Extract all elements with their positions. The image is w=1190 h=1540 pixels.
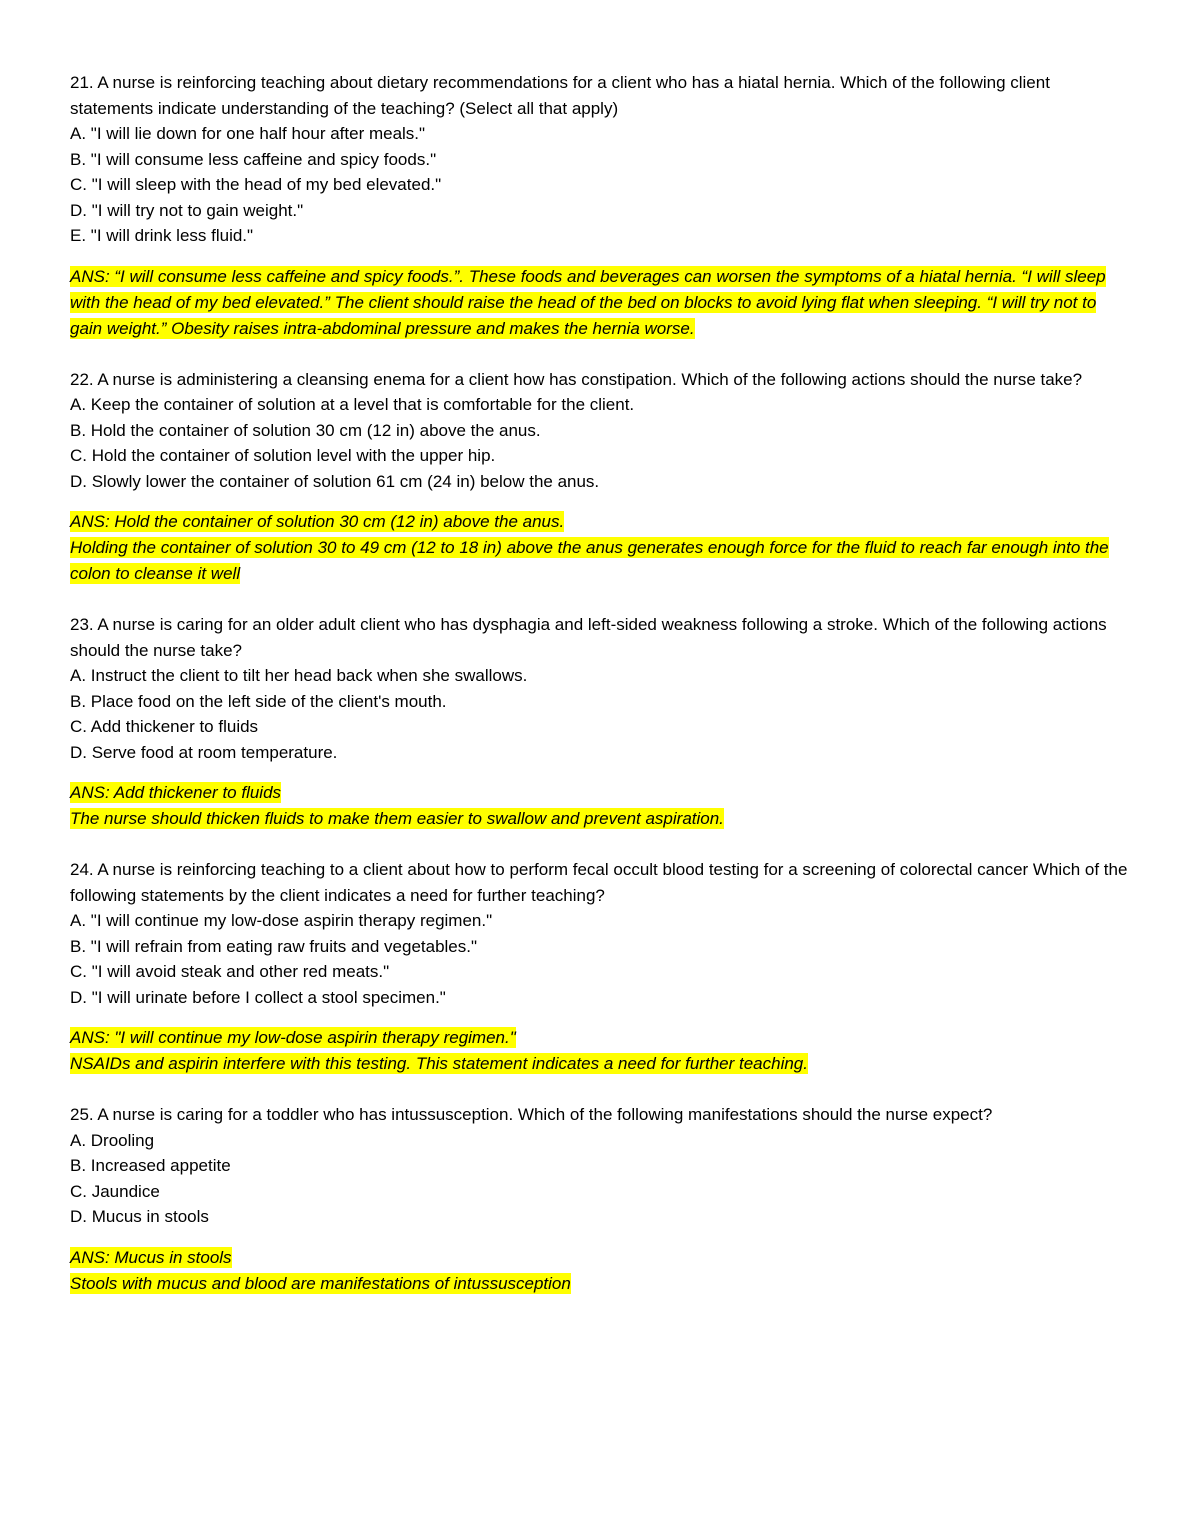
answer-key: ANS: "I will continue my low-dose aspirin therapy regimen." xyxy=(70,1028,516,1047)
answer-key: ANS: Add thickener to fluids xyxy=(70,783,282,802)
answer-explanation: Holding the container of solution 30 to 49 cm (12 to 18 in) above the anus generates enough force for the fluid to reach far enough into the colon to cleanse it well xyxy=(70,538,1109,583)
question-24 xyxy=(70,857,1130,1077)
question-25 xyxy=(70,1102,1130,1297)
answer-option-a: A. Drooling xyxy=(70,1130,155,1150)
answer-block xyxy=(70,1245,1130,1297)
answer-block xyxy=(70,1025,1130,1077)
answer-option-a: A. Instruct the client to tilt her head back when she swallows. xyxy=(70,666,528,685)
question-stem: 23. A nurse is caring for an older adult client who has dysphagia and left-sided weakness following a stroke. Which of the following actions should the nurse take? xyxy=(70,615,1107,660)
answer-explanation: The nurse should thicken fluids to make them easier to swallow and prevent aspiration. xyxy=(70,809,724,828)
answer-option-a: A. Keep the container of solution at a level that is comfortable for the client. xyxy=(70,395,635,414)
answer-option-e: E. "I will drink less fluid." xyxy=(70,226,254,245)
answer-option-b: B. "I will refrain from eating raw fruits and vegetables." xyxy=(70,936,478,956)
question-stem: 22. A nurse is administering a cleansing enema for a client how has constipation. Which of the following actions should the nurse take? xyxy=(70,369,1083,389)
answer-key: ANS: Hold the container of solution 30 cm (12 in) above the anus. xyxy=(70,512,565,531)
answer-explanation: NSAIDs and aspirin interfere with this testing. This statement indicates a need for further teaching. xyxy=(70,1054,808,1073)
answer-option-c: C. Hold the container of solution level with the upper hip. xyxy=(70,446,496,465)
question-stem: 21. A nurse is reinforcing teaching about dietary recommendations for a client who has a hiatal hernia. Which of the following client statements indicate understanding of the teaching? (Select all that apply) xyxy=(70,73,1050,118)
answer-option-d: D. "I will try not to gain weight." xyxy=(70,200,304,220)
answer-block xyxy=(70,264,1130,342)
answer-key: ANS: Mucus in stools xyxy=(70,1247,232,1267)
answer-option-b: B. Hold the container of solution 30 cm (12 in) above the anus. xyxy=(70,420,541,440)
question-22 xyxy=(70,367,1130,588)
document-page xyxy=(70,70,1130,1322)
answer-option-d: D. "I will urinate before I collect a stool specimen." xyxy=(70,987,446,1007)
answer-option-a: A. "I will continue my low-dose aspirin therapy regimen." xyxy=(70,911,493,930)
answer-explanation: Stools with mucus and blood are manifestations of intussusception xyxy=(70,1273,571,1293)
answer-explanation: ANS: “I will consume less caffeine and spicy foods.”. These foods and beverages can worsen the symptoms of a hiatal hernia. “I will sleep with the head of my bed elevated.” The client should raise the head of the bed on blocks to avoid lying flat when sleeping. “I will try not to gain weight.” Obesity raises intra-abdominal pressure and makes the hernia worse. xyxy=(70,266,1106,338)
answer-option-c: C. Jaundice xyxy=(70,1181,160,1201)
answer-option-c: C. "I will avoid steak and other red meats." xyxy=(70,962,390,981)
question-stem: 25. A nurse is caring for a toddler who has intussusception. Which of the following manifestations should the nurse expect? xyxy=(70,1105,993,1124)
answer-option-b: B. Place food on the left side of the client's mouth. xyxy=(70,691,447,711)
answer-option-c: C. "I will sleep with the head of my bed elevated." xyxy=(70,175,442,194)
answer-option-d: D. Serve food at room temperature. xyxy=(70,742,338,762)
answer-option-a: A. "I will lie down for one half hour after meals." xyxy=(70,124,426,143)
answer-option-b: B. "I will consume less caffeine and spicy foods." xyxy=(70,149,437,169)
answer-option-d: D. Mucus in stools xyxy=(70,1207,209,1226)
answer-option-b: B. Increased appetite xyxy=(70,1156,231,1175)
question-23 xyxy=(70,612,1130,832)
answer-option-c: C. Add thickener to fluids xyxy=(70,717,259,736)
question-stem: 24. A nurse is reinforcing teaching to a client about how to perform fecal occult blood testing for a screening of colorectal cancer Which of the following statements by the client indicates a need for further teaching? xyxy=(70,860,1128,905)
question-21 xyxy=(70,70,1130,342)
answer-block xyxy=(70,780,1130,832)
answer-option-d: D. Slowly lower the container of solution 61 cm (24 in) below the anus. xyxy=(70,471,600,491)
answer-block xyxy=(70,509,1130,587)
